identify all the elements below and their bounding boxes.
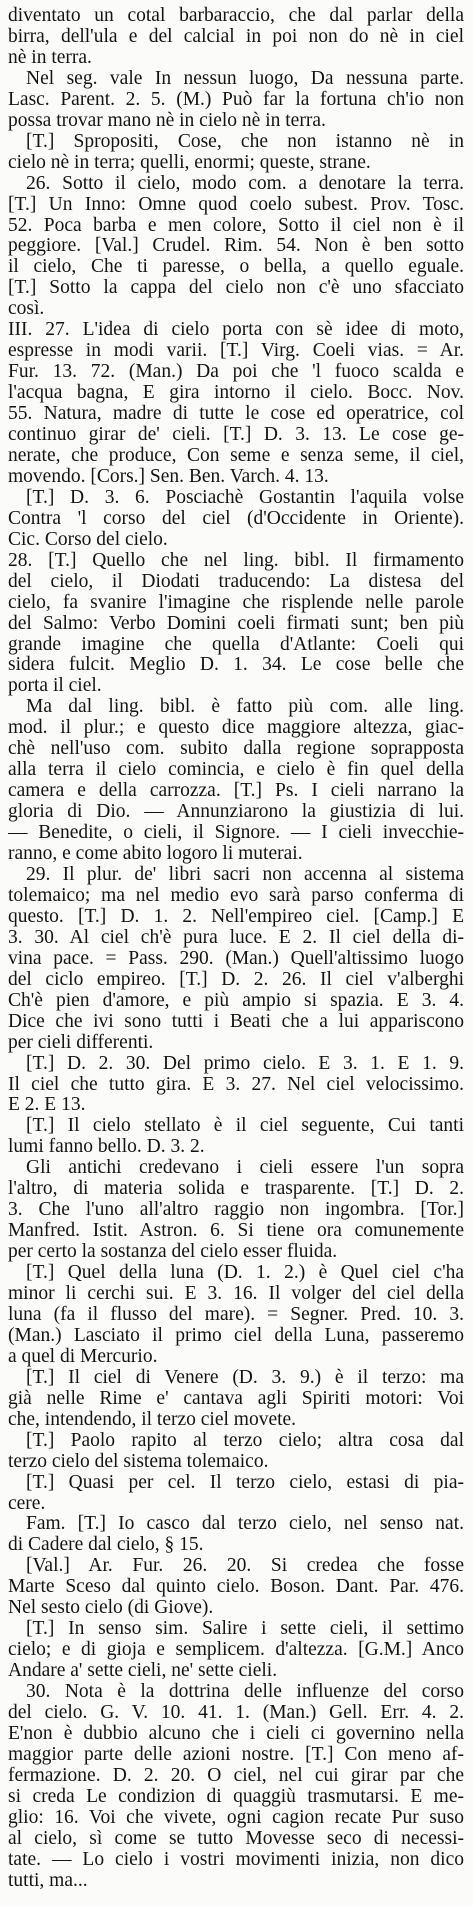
text-line: camera e della carrozza. [T.] Ps. I cieli narrano la — [8, 780, 464, 802]
text-line: per cieli differenti. — [8, 1031, 154, 1053]
text-line: 28. [T.] Quello che nel ling. bibl. Il firmamento — [8, 549, 464, 571]
text-line: Contra 'l corso del ciel (d'Occidente in Oriente). — [8, 507, 464, 529]
text-line: [T.] Paolo rapito al terzo cielo; altra cosa dal — [26, 1429, 464, 1451]
text-line: Il ciel che tutto gira. E 3. 27. Nel ciel velocissimo. — [8, 1073, 464, 1095]
text-line: porta il ciel. — [8, 675, 102, 697]
text-line: Cic. Corso del cielo. — [8, 528, 168, 550]
text-line: Manfred. Istit. Astron. 6. Si tiene ora comunemente — [8, 1220, 464, 1242]
text-line: espresse in modi varii. [T.] Virg. Coeli vias. = Ar. — [8, 340, 464, 362]
text-line: del Salmo: Verbo Domini coeli firmati sunt; ben più — [8, 612, 464, 634]
text-line: (Man.) Lasciato il primo ciel della Luna, passeremo — [8, 1324, 464, 1346]
text-line: tutti, ma... — [8, 1869, 88, 1891]
text-line: Nel sesto cielo (di Giove). — [8, 1597, 214, 1619]
text-line: nè in terra. — [8, 46, 92, 68]
text-line: 3. 30. Al ciel ch'è pura luce. E 2. Il ciel della di- — [8, 926, 464, 948]
text-line: [T.] Spropositi, Cose, che non istanno nè in — [26, 130, 464, 152]
text-line: fermazione. D. 2. 20. O ciel, nel cui girar par che — [8, 1764, 464, 1786]
text-line: Marte Sceso dal quinto cielo. Boson. Dant. Par. 476. — [8, 1576, 464, 1598]
text-line: Dice che ivi sono tutti i Beati che a lui appariscono — [8, 1010, 464, 1032]
text-line: terzo cielo del sistema tolemaico. — [8, 1450, 269, 1472]
text-line: tate. — Lo cielo i vostri movimenti inizia, non dico — [8, 1848, 464, 1870]
text-line: [T.] Il cielo stellato è il ciel seguente, Cui tanti — [26, 1115, 464, 1137]
text-line: nerate, che produce, Con seme e senza seme, il ciel, — [8, 444, 464, 466]
text-line: peggiore. [Val.] Crudel. Rim. 54. Non è ben sotto — [8, 235, 464, 257]
text-line: maggior parte delle azioni nostre. [T.] Con meno af- — [8, 1743, 464, 1765]
text-line: chè nell'uso com. subito dalla regione soprapposta — [8, 738, 464, 760]
text-line: il cielo, Che ti paresse, o bella, a quello eguale. — [8, 256, 464, 278]
text-line: [T.] Un Inno: Omne quod coelo subest. Prov. Tosc. — [8, 193, 464, 215]
text-line: l'acqua bagna, E gira intorno il cielo. Bocc. Nov. — [8, 382, 464, 404]
text-line: movendo. [Cors.] Sen. Ben. Varch. 4. 13. — [8, 465, 329, 487]
text-line: [T.] Sotto la cappa del cielo non c'è uno sfacciato — [8, 277, 464, 299]
text-line: tolemaico; ma nel medio evo sarà parso conferma di — [8, 884, 464, 906]
text-line: continuo girar de' cieli. [T.] D. 3. 13. Le cose ge- — [8, 424, 464, 445]
text-line: Fam. [T.] Io casco dal terzo cielo, nel senso nat. — [26, 1513, 464, 1535]
text-line: [T.] Quasi per cel. Il terzo cielo, estasi di pia- — [26, 1471, 464, 1493]
text-line: possa trovar mano nè in cielo nè in terra. — [8, 109, 326, 131]
text-line: si creda Le condizion di quaggiù trasmutarsi. E me- — [8, 1785, 464, 1807]
text-line: questo. [T.] D. 1. 2. Nell'empireo ciel. [Camp.] E — [8, 905, 464, 927]
text-line: — Benedite, o cieli, il Signore. — I cieli invecchie- — [8, 822, 464, 843]
text-line: Andare a' sette cieli, ne' sette cieli. — [8, 1660, 278, 1681]
text-line: [T.] Quel della luna (D. 1. 2.) è Quel ciel c'ha — [26, 1262, 464, 1283]
text-line: E'non è dubbio alcuno che i cieli ci governino nella — [8, 1722, 464, 1744]
text-line: 30. Nota è la dottrina delle influenze del corso — [26, 1681, 464, 1702]
text-line: E 2. E 13. — [8, 1094, 86, 1116]
text-line: del cielo. G. V. 10. 41. 1. (Man.) Gell. Err. 4. 2. — [8, 1702, 464, 1723]
text-line: minor li cerchi sui. E 3. 16. Il volger del ciel della — [8, 1283, 464, 1304]
text-line: [T.] D. 2. 30. Del primo cielo. E 3. 1. E 1. 9. — [26, 1052, 464, 1074]
text-line: 52. Poca barba e men colore, Sotto il ciel non è il — [8, 214, 464, 236]
text-line: Ma dal ling. bibl. è fatto più com. alle ling. — [26, 696, 464, 718]
text-line: grande imagine che quella d'Atlante: Coeli qui — [8, 633, 464, 655]
text-line: luna (fa il flusso del mare). = Segner. Pred. 10. 3. — [8, 1303, 464, 1325]
text-line: ranno, e come abito logoro li muterai. — [8, 843, 303, 864]
text-line: del ciclo empireo. [T.] D. 2. 26. Il ciel v'alberghi — [8, 968, 464, 990]
text-line: di Cadere dal cielo, § 15. — [8, 1534, 204, 1556]
text-line: mod. il plur.; e questo dice maggiore altezza, giac- — [8, 717, 464, 739]
text-line: Gli antichi credevano i cieli essere l'un sopra — [26, 1157, 464, 1179]
text-line: gloria di Dio. — Annunziarono la giustizia di lui. — [8, 801, 464, 823]
text-line: che, intendendo, il terzo ciel movete. — [8, 1408, 297, 1430]
text-line: cielo, fa svanire l'imagine che risplende nelle parole — [8, 591, 464, 613]
text-line: cere. — [8, 1492, 46, 1514]
text-line: Lasc. Parent. 2. 5. (M.) Può far la fortuna ch'io non — [8, 88, 464, 110]
text-line: III. 27. L'idea di cielo porta con sè idee di moto, — [8, 319, 464, 341]
text-line: [Val.] Ar. Fur. 26. 20. Si credea che fosse — [26, 1555, 464, 1577]
text-line: [T.] D. 3. 6. Posciachè Gostantin l'aquila volse — [26, 486, 464, 508]
text-line: del cielo, il Diodati traducendo: La distesa del — [8, 570, 464, 592]
text-line: 55. Natura, madre di tutte le cose ed operatrice, col — [8, 403, 464, 425]
text-line: l'altro, di materia solida e trasparente. [T.] D. 2. — [8, 1178, 464, 1200]
text-line: 26. Sotto il cielo, modo com. a denotare la terra. — [26, 172, 464, 194]
text-line: lumi fanno bello. D. 3. 2. — [8, 1136, 205, 1158]
text-line: 3. Che l'uno all'altro raggio non ingombra. [Tor.] — [8, 1199, 464, 1221]
text-line: al cielo, sì come se tutto Movesse seco di necessi- — [8, 1827, 464, 1849]
text-line: cielo nè in terra; quelli, enormi; queste, strane. — [8, 151, 371, 173]
text-line: cielo; e di gioja e semplicem. d'altezza. [G.M.] Anco — [8, 1639, 464, 1661]
text-line: 29. Il plur. de' libri sacri non accenna al sistema — [26, 863, 464, 885]
text-line: glio: 16. Voi che vivete, ogni cagion recate Pur suso — [8, 1806, 464, 1828]
text-line: già nelle Rime e' cantava agli Spiriti motori: Voi — [8, 1387, 464, 1409]
text-line: Ch'è pien d'amore, e più ampio si spazia. E 3. 4. — [8, 989, 464, 1011]
text-line: così. — [8, 298, 45, 320]
text-line: sidera fulcit. Meglio D. 1. 34. Le cose belle che — [8, 654, 464, 676]
text-line: alla terra il cielo comincia, e cielo è fin quel della — [8, 759, 464, 781]
text-line: diventato un cotal barbaraccio, che dal parlar della — [8, 5, 464, 26]
text-line: a quel di Mercurio. — [8, 1345, 158, 1367]
text-line: Nel seg. vale In nessun luogo, Da nessuna parte. — [26, 67, 464, 89]
text-line: birra, dell'ula e del calcial in poi non do nè in ciel — [8, 25, 464, 47]
text-line: [T.] Il ciel di Venere (D. 3. 9.) è il terzo: ma — [26, 1366, 464, 1388]
text-line: per certo la sostanza del cielo esser fluida. — [8, 1241, 338, 1262]
text-line: [T.] In senso sim. Salire i sette cieli, il settimo — [26, 1618, 464, 1640]
text-line: Fur. 13. 72. (Man.) Da poi che 'l fuoco scalda e — [8, 361, 464, 383]
text-line: vina pace. = Pass. 290. (Man.) Quell'altissimo luogo — [8, 947, 464, 969]
